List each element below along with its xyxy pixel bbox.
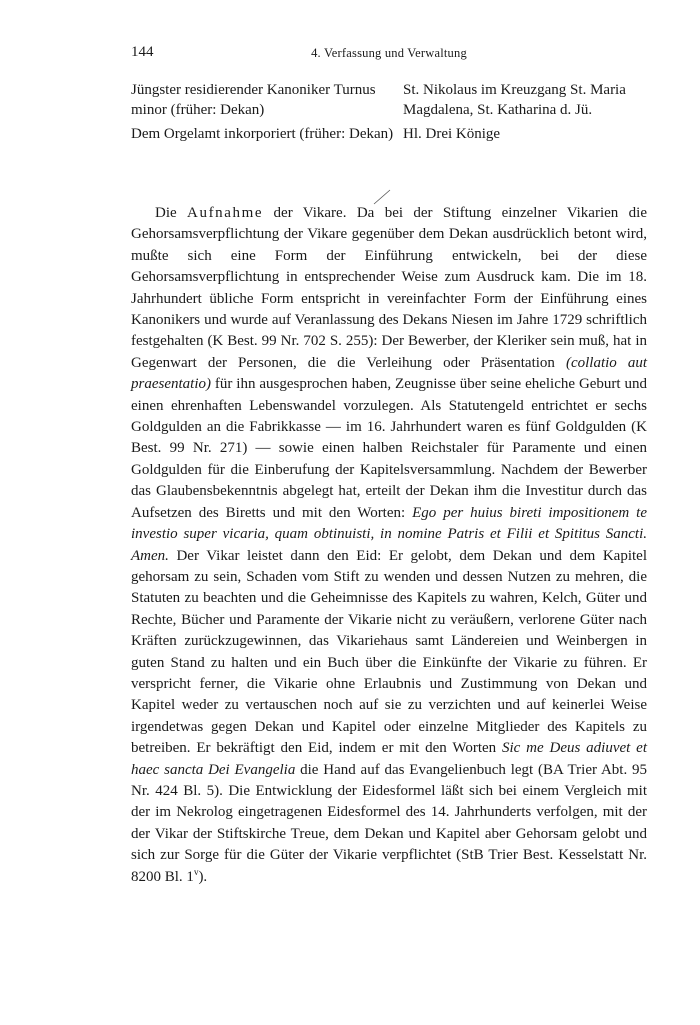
- text-run: die Hand auf das Evangelienbuch legt (BA Trier Abt. 95 Nr. 424 Bl. 5). Die Entwicklung der Eidesformel läßt sich bei einem Vergleich mit der im Nekrolog eingetragenen Eidesformel des 14. Jahrhunderts verfolgen, mit der der Vikar der Stiftskirche Treue, dem Dekan und Kapitel aber Gehorsam gelobt und sich zur Sorge für die Güter der Vikarie verpflichtet (StB Trier Best. Kesselstatt Nr. 8200 Bl. 1: [131, 761, 647, 885]
- main-text: [131, 203, 647, 888]
- altar-assignment-table: [131, 80, 647, 144]
- spaced-heading-word: Aufnahme: [187, 205, 264, 221]
- page-number: 144: [131, 44, 154, 60]
- latin-investiture-formula: Ego per huius bireti impositionem te investio super vicaria, quam obtinuisti, in nomine Patris et Filii et Spititus Sancti. Amen.: [131, 504, 647, 564]
- text-run: der Vikare. Da bei der Stiftung einzelner Vikarien die Gehorsamsverpflichtung der Vikare gegenüber dem Dekan ausdrücklich betont wird, mußte sich eine Form der Einführung entwickeln, bei der diese Gehorsamsverpflichtung in entsprechender Weise zum Ausdruck kam. Die im 18. Jahrhundert übliche Form entspricht in vereinfachter Form der Einführung eines Kanonikers und wurde auf Veranlassung des Dekans Niesen im Jahre 1729 schriftlich festgehalten (K Best. 99 Nr. 702 S. 255): Der Bewerber, der Kleriker sein muß, hat in Gegenwart der Personen, die die Verleihung oder Präsentation: [131, 205, 647, 371]
- text-run: Der Vikar leistet dann den Eid: Er gelobt, dem Dekan und dem Kapitel gehorsam zu sein, Schaden vom Stift zu wenden und dessen Nutzen zu mehren, die Statuten zu beachten und die Geheimnisse des Kapitels zu wahren, Kelch, Güter und Rechte, Bücher und Paramente der Vikarie nicht zu veräußern, verlorene Güter nach Kräften zurückzugewinnen, das Vikariehaus samt Ländereien und Weinbergen in guten Stand zu halten und ein Buch über die Einkünfte der Vikarie zu führen. Er verspricht ferner, die Vikarie ohne Erlaubnis und Zustimmung von Dekan und Kapitel weder zu vertauschen noch auf sie zu verzichten und auf keinerlei Weise irgendetwas gegen Dekan und Kapitel oder einzelne Mitglieder des Kapitels zu betreiben. Er bekräftigt den Eid, indem er mit den Worten: [131, 547, 647, 757]
- office-cell: Dem Orgelamt inkorporiert (früher: Dekan): [131, 126, 394, 142]
- altar-cell: Hl. Drei Könige: [403, 126, 501, 142]
- verso-superscript: v: [193, 866, 199, 877]
- assignment-row: [131, 124, 647, 144]
- latin-oath-formula: Sic me Deus adiuvet et haec sancta Dei Evangelia: [131, 740, 647, 778]
- text-run: Die: [155, 205, 188, 221]
- text-run: ).: [198, 868, 208, 885]
- altar-cell: St. Nikolaus im Kreuzgang St. Maria Magdalena, St. Katharina d. Jü.: [403, 82, 626, 118]
- paragraph-aufnahme-der-vikare: [131, 203, 647, 888]
- running-header: [131, 44, 647, 64]
- latin-phrase: (collatio aut praesentatio): [131, 354, 647, 393]
- office-cell: Jüngster residierender Kanoniker Turnus minor (früher: Dekan): [131, 82, 376, 118]
- assignment-row: [131, 80, 647, 120]
- running-title: 4. Verfassung und Verwaltung: [311, 46, 467, 60]
- text-run: für ihn ausgesprochen haben, Zeugnisse über seine eheliche Geburt und einen ehrenhaften Lebenswandel vorzulegen. Als Statutengeld entrichtet er sechs Goldgulden an die Fabrikkasse — im 16. Jahrhundert waren es fünf Goldgulden (K Best. 99 Nr. 271) — sowie einen halben Reichstaler für Paramente und einen Goldgulden für die Einberufung der Kapitelsversammlung. Nachdem der Bewerber das Glaubensbekenntnis abgelegt hat, erteilt der Dekan ihm die Investitur durch das Aufsetzen des Biretts und mit den Worten:: [131, 376, 647, 521]
